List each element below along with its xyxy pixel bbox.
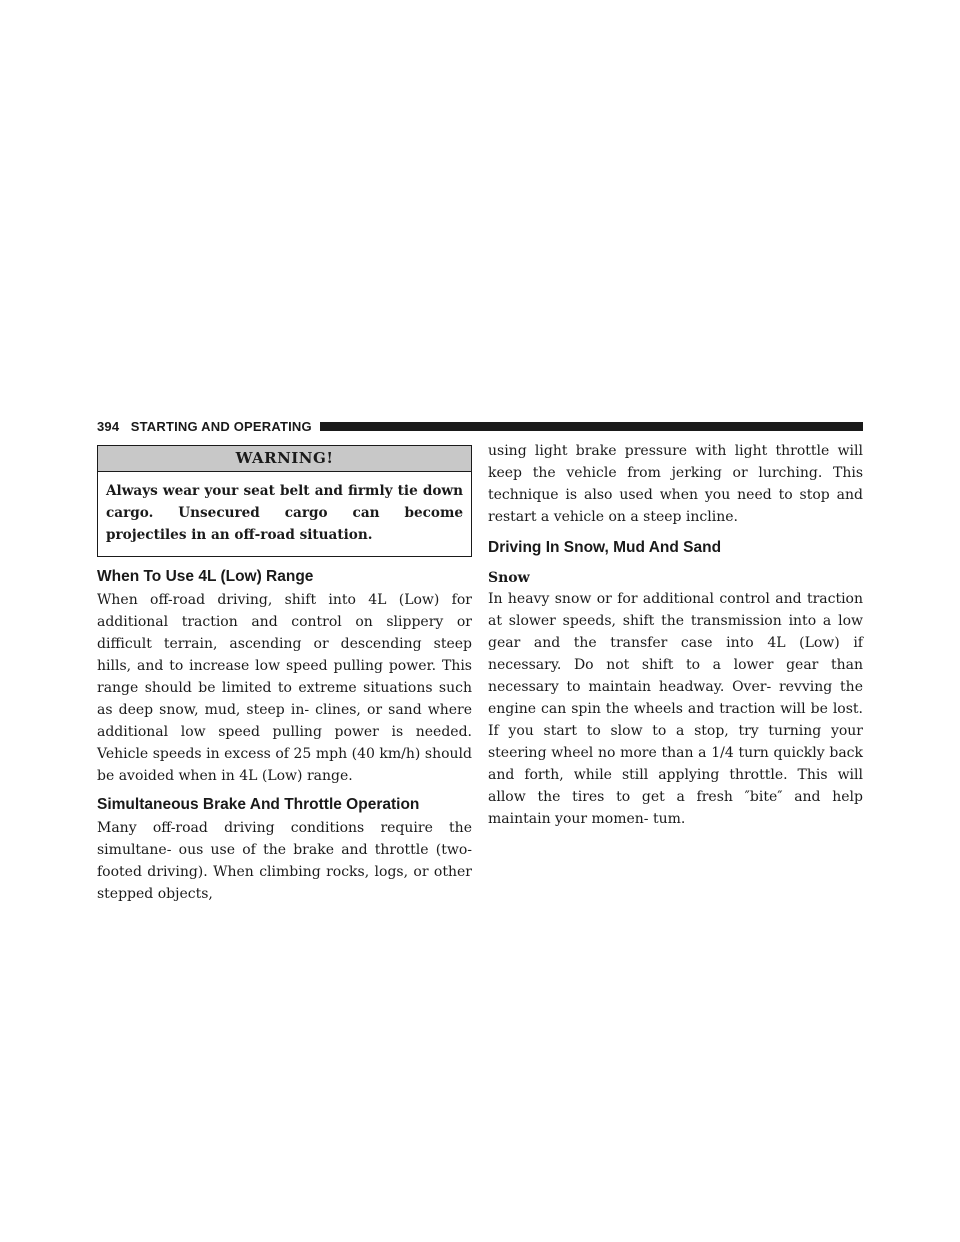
low-range-heading: When To Use 4L (Low) Range	[97, 568, 314, 585]
header-rule	[320, 422, 863, 431]
left-column	[97, 445, 472, 905]
page-number: 394	[97, 418, 120, 434]
page-header	[97, 417, 863, 435]
page-header-text	[97, 419, 320, 434]
brake-throttle-heading: Simultaneous Brake And Throttle Operation	[97, 796, 420, 813]
section-title: STARTING AND OPERATING	[130, 418, 312, 434]
snow-mud-sand-heading: Driving In Snow, Mud And Sand	[488, 539, 722, 556]
snow-paragraph: In heavy snow or for additional control and traction at slower speeds, shift the transmission into a low gear and the transfer case into 4L (Low) if necessary. Do not shift to a lower gear than necessary to maintain headway. Over- revving the engine can spin the wheels and traction will be lost. If you start to slow to a stop, try turning your steering wheel no more than a 1/4 turn quickly back and forth, while still applying throttle. This will allow the tires to get a fresh ″bite″ and help maintain your momen- tum.	[488, 591, 863, 827]
warning-text: Always wear your seat belt and firmly tie down cargo. Unsecured cargo can become projectiles in an off-road situation.	[106, 483, 463, 543]
snow-subheading: Snow	[488, 570, 530, 586]
warning-box	[97, 445, 472, 557]
brake-throttle-paragraph-part1: Many off-road driving conditions require the simultane- ous use of the brake and throttle (two-footed driving). When climbing rocks, logs, or other stepped objects,	[97, 820, 472, 902]
low-range-paragraph: When off-road driving, shift into 4L (Low) for additional traction and control on slippery or difficult terrain, ascending or descending steep hills, and to increase low speed pulling power. This range should be limited to extreme situations such as deep snow, mud, steep in- clines, or sand where additional low speed pulling power is needed. Vehicle speeds in excess of 25 mph (40 km/h) should be avoided when in 4L (Low) range.	[97, 592, 472, 784]
right-column	[488, 440, 863, 830]
brake-throttle-paragraph-part2: using light brake pressure with light throttle will keep the vehicle from jerking or lurching. This technique is also used when you need to stop and restart a vehicle on a steep incline.	[488, 443, 863, 525]
warning-title: WARNING!	[98, 446, 471, 472]
